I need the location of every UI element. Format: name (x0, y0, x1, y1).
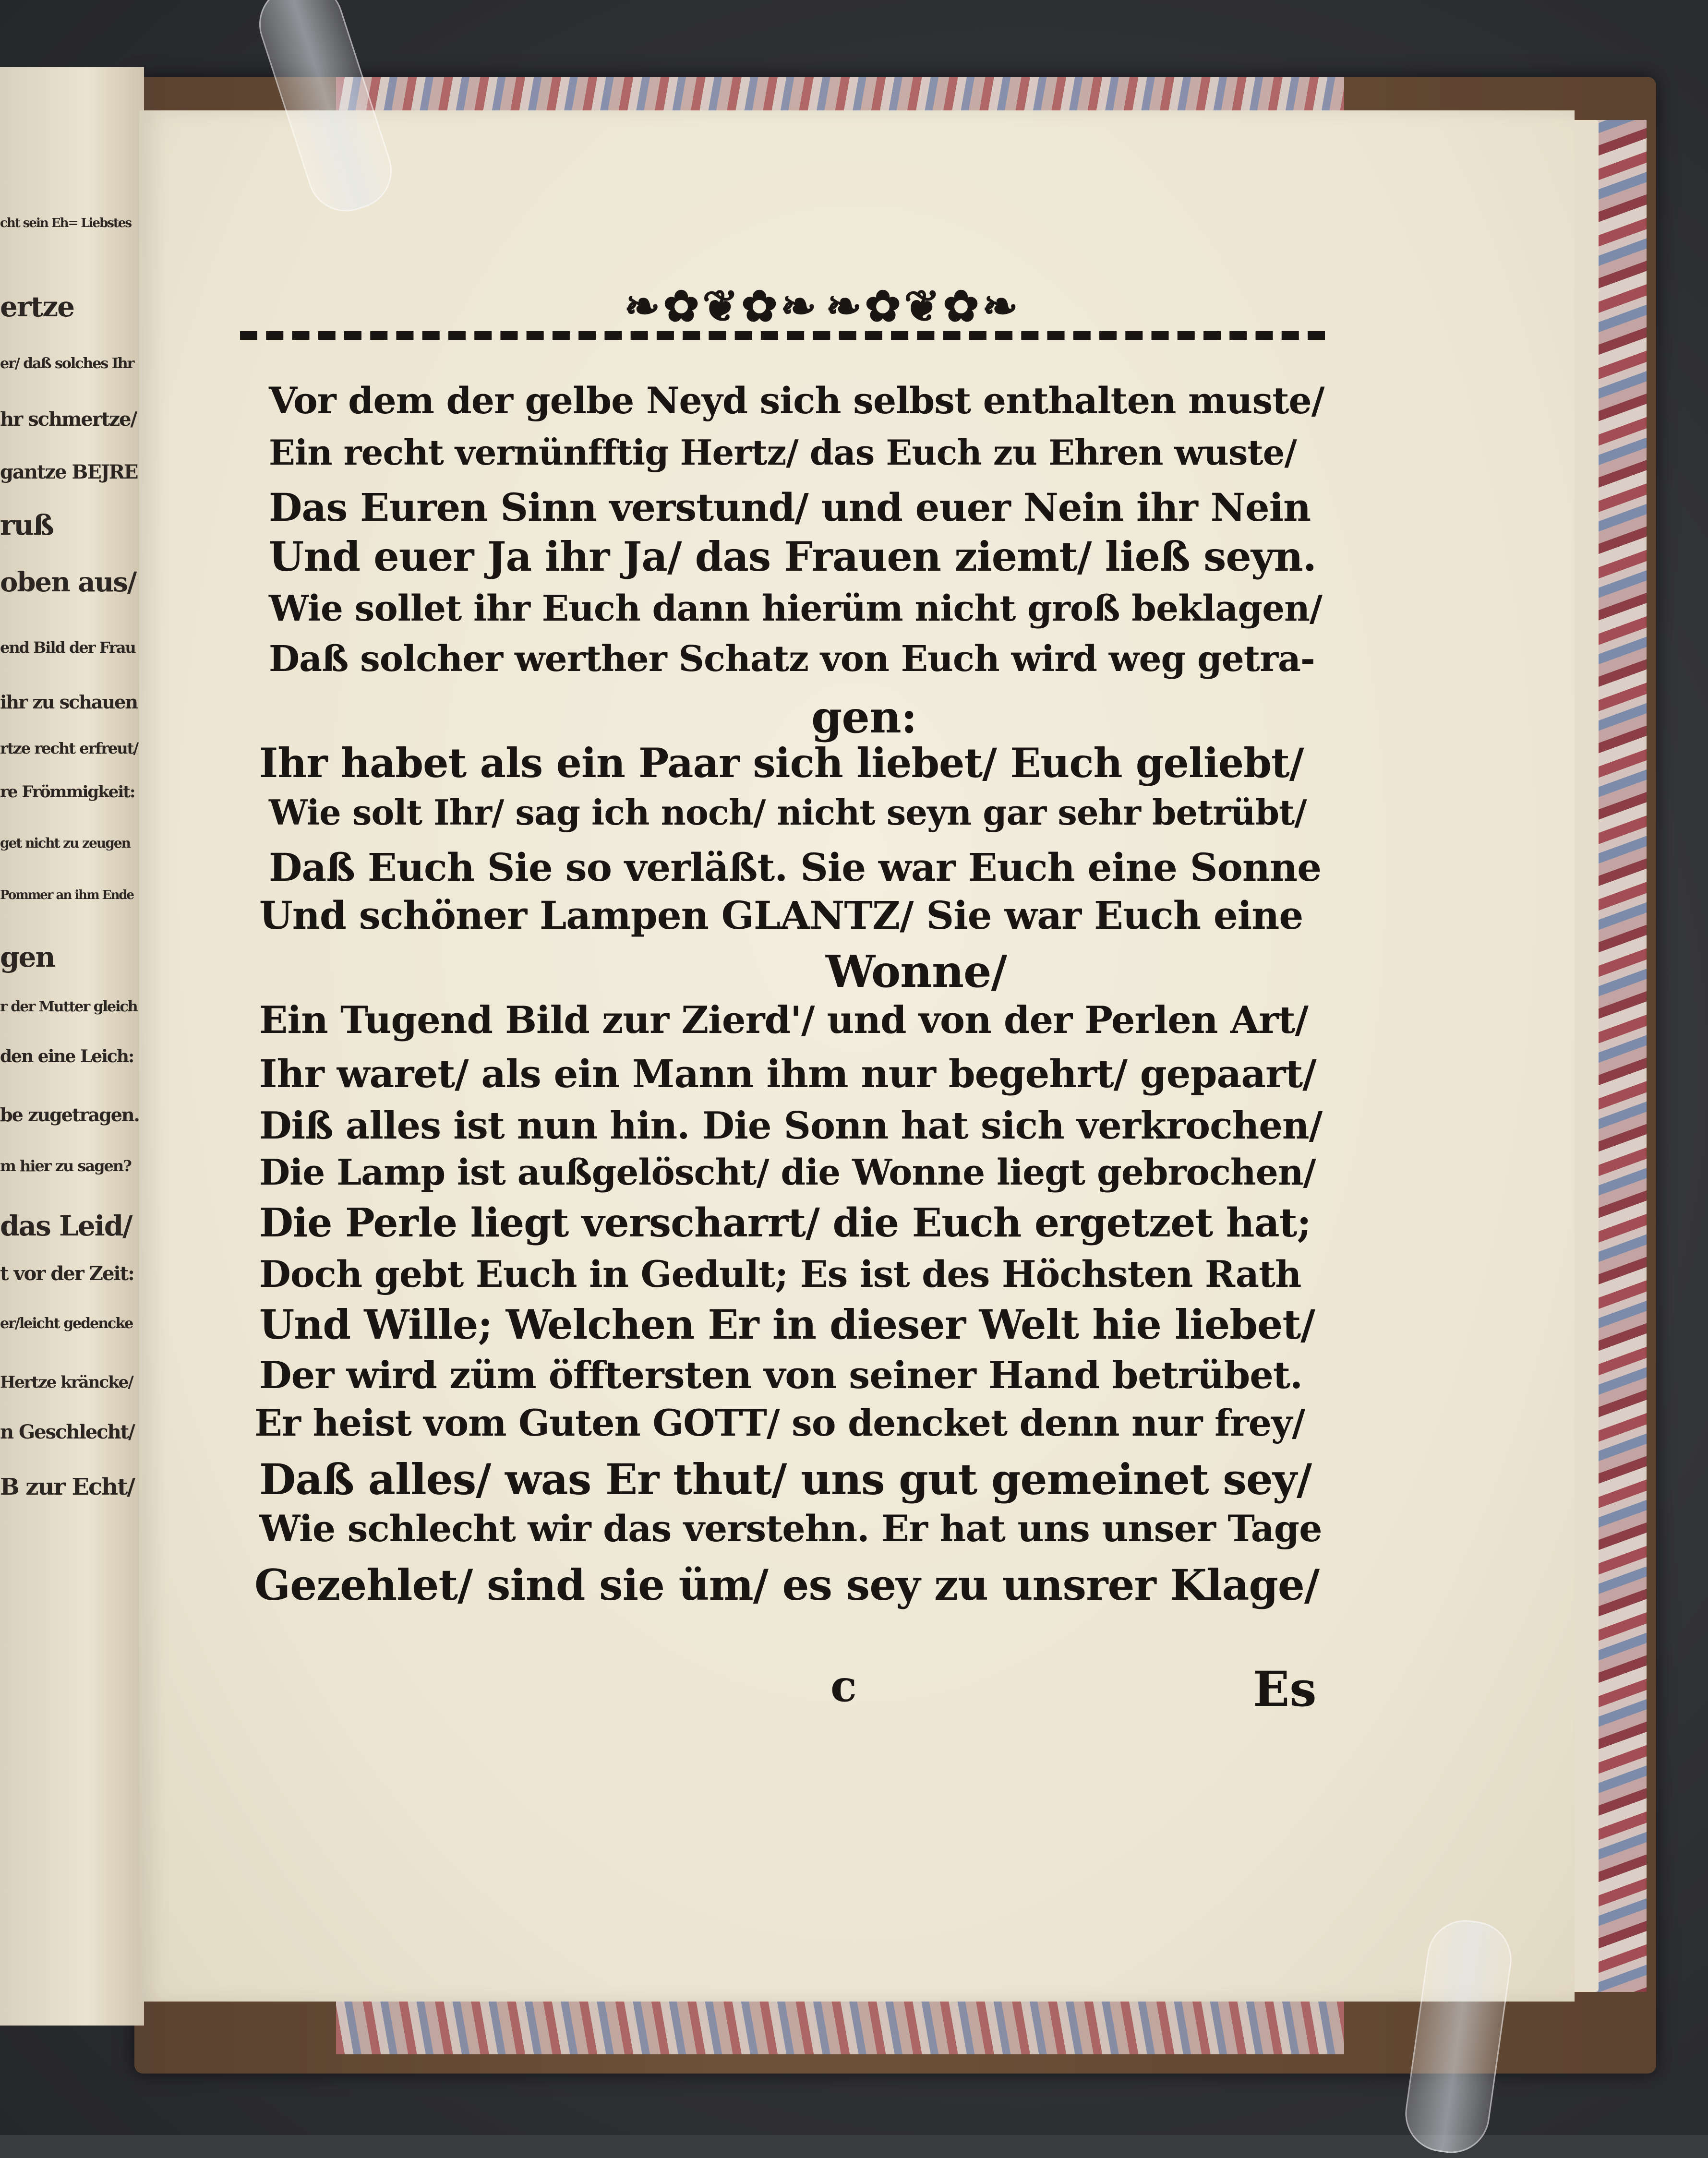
left-page-line: get nicht zu zeugen (0, 835, 130, 851)
poem-line: Die Perle liegt verscharrt/ die Euch ergetzet hat; (259, 1200, 1311, 1246)
poem-line: Und schöner Lampen GLANTZ/ Sie war Euch eine (259, 893, 1303, 938)
left-page-line: ihr zu schauen (0, 691, 137, 713)
poem-line: Diß alles ist nun hin. Die Sonn hat sich verkrochen/ (259, 1104, 1323, 1148)
left-page-line: oben aus/ (0, 566, 136, 598)
ornament-left: ❧✿❦✿❧ (624, 281, 820, 332)
poem-line: Und Wille; Welchen Er in dieser Welt hie liebet/ (259, 1301, 1315, 1348)
left-page-line: n Geschlecht/ (0, 1421, 134, 1443)
signature-mark: c (830, 1661, 857, 1712)
poem-line: Daß Euch Sie so verläßt. Sie war Euch eine Sonne (269, 845, 1322, 890)
poem-line: Ein recht vernünfftig Hertz/ das Euch zu Ehren wuste/ (269, 432, 1297, 473)
left-page-line: r der Mutter gleich (0, 998, 137, 1015)
poem-line: Daß solcher werther Schatz von Euch wird weg getra- (269, 638, 1315, 680)
left-page-line: be zugetragen. (0, 1104, 139, 1126)
poem-line: Ihr waret/ als ein Mann ihm nur begehrt/ gepaart/ (259, 1051, 1316, 1096)
left-page-line: Pommer an ihm Ende (0, 888, 134, 902)
poem-line: Ihr habet als ein Paar sich liebet/ Euch geliebt/ (259, 739, 1304, 787)
poem-line: Und euer Ja ihr Ja/ das Frauen ziemt/ ließ seyn. (269, 533, 1316, 580)
poem-line: Daß alles/ was Er thut/ uns gut gemeinet sey/ (259, 1454, 1312, 1504)
left-facing-page (0, 67, 144, 2026)
left-page-line: end Bild der Frau (0, 638, 135, 657)
poem-line: Der wird züm öfftersten von seiner Hand betrübet. (259, 1354, 1303, 1397)
left-page-line: m hier zu sagen? (0, 1157, 131, 1175)
left-page-line: B zur Echt/ (0, 1474, 134, 1500)
poem-line: Ein Tugend Bild zur Zierd'/ und von der Perlen Art/ (259, 998, 1308, 1042)
poem-line: Gezehlet/ sind sie üm/ es sey zu unsrer Klage/ (254, 1560, 1320, 1610)
left-page-line: rtze recht erfreut/ (0, 739, 138, 757)
header-rule (240, 331, 1325, 340)
ornament-right: ❧✿❦✿❧ (826, 281, 1022, 332)
left-page-line: re Frömmigkeit: (0, 782, 135, 802)
left-page-line: ertze (0, 290, 74, 323)
poem-line: Wie sollet ihr Euch dann hierüm nicht groß beklagen/ (269, 588, 1323, 629)
poem-line: Wonne/ (826, 946, 1007, 997)
poem-line: Wie schlecht wir das verstehn. Er hat uns unser Tage (259, 1507, 1322, 1550)
left-page-line: Hertze kräncke/ (0, 1373, 133, 1392)
poem-line: Die Lamp ist außgelöscht/ die Wonne liegt gebrochen/ (259, 1152, 1316, 1193)
left-page-line: gantze BEJRE (0, 461, 138, 483)
left-page-line: gen (0, 941, 55, 973)
left-page-line: hr schmertze/ (0, 408, 137, 431)
left-page-line: ruß (0, 509, 53, 541)
poem-line: Doch gebt Euch in Gedult; Es ist des Höchsten Rath (259, 1253, 1301, 1295)
catchword: Es (1253, 1661, 1317, 1717)
left-page-line: das Leid/ (0, 1210, 132, 1242)
left-page-line: t vor der Zeit: (0, 1262, 134, 1285)
poem-line: gen: (811, 691, 917, 743)
poem-line: Das Euren Sinn verstund/ und euer Nein ihr Nein (269, 485, 1311, 530)
left-page-line: er/leicht gedencke (0, 1315, 133, 1332)
poem-line: Vor dem der gelbe Neyd sich selbst enthalten muste/ (269, 379, 1324, 422)
left-page-line: cht sein Eh= Liebstes (0, 216, 132, 230)
left-page-line: den eine Leich: (0, 1046, 134, 1067)
left-page-line: er/ daß solches Ihr (0, 355, 134, 372)
poem-line: Wie solt Ihr/ sag ich noch/ nicht seyn gar sehr betrübt/ (269, 792, 1307, 833)
poem-line: Er heist vom Guten GOTT/ so dencket denn nur frey/ (254, 1402, 1305, 1444)
